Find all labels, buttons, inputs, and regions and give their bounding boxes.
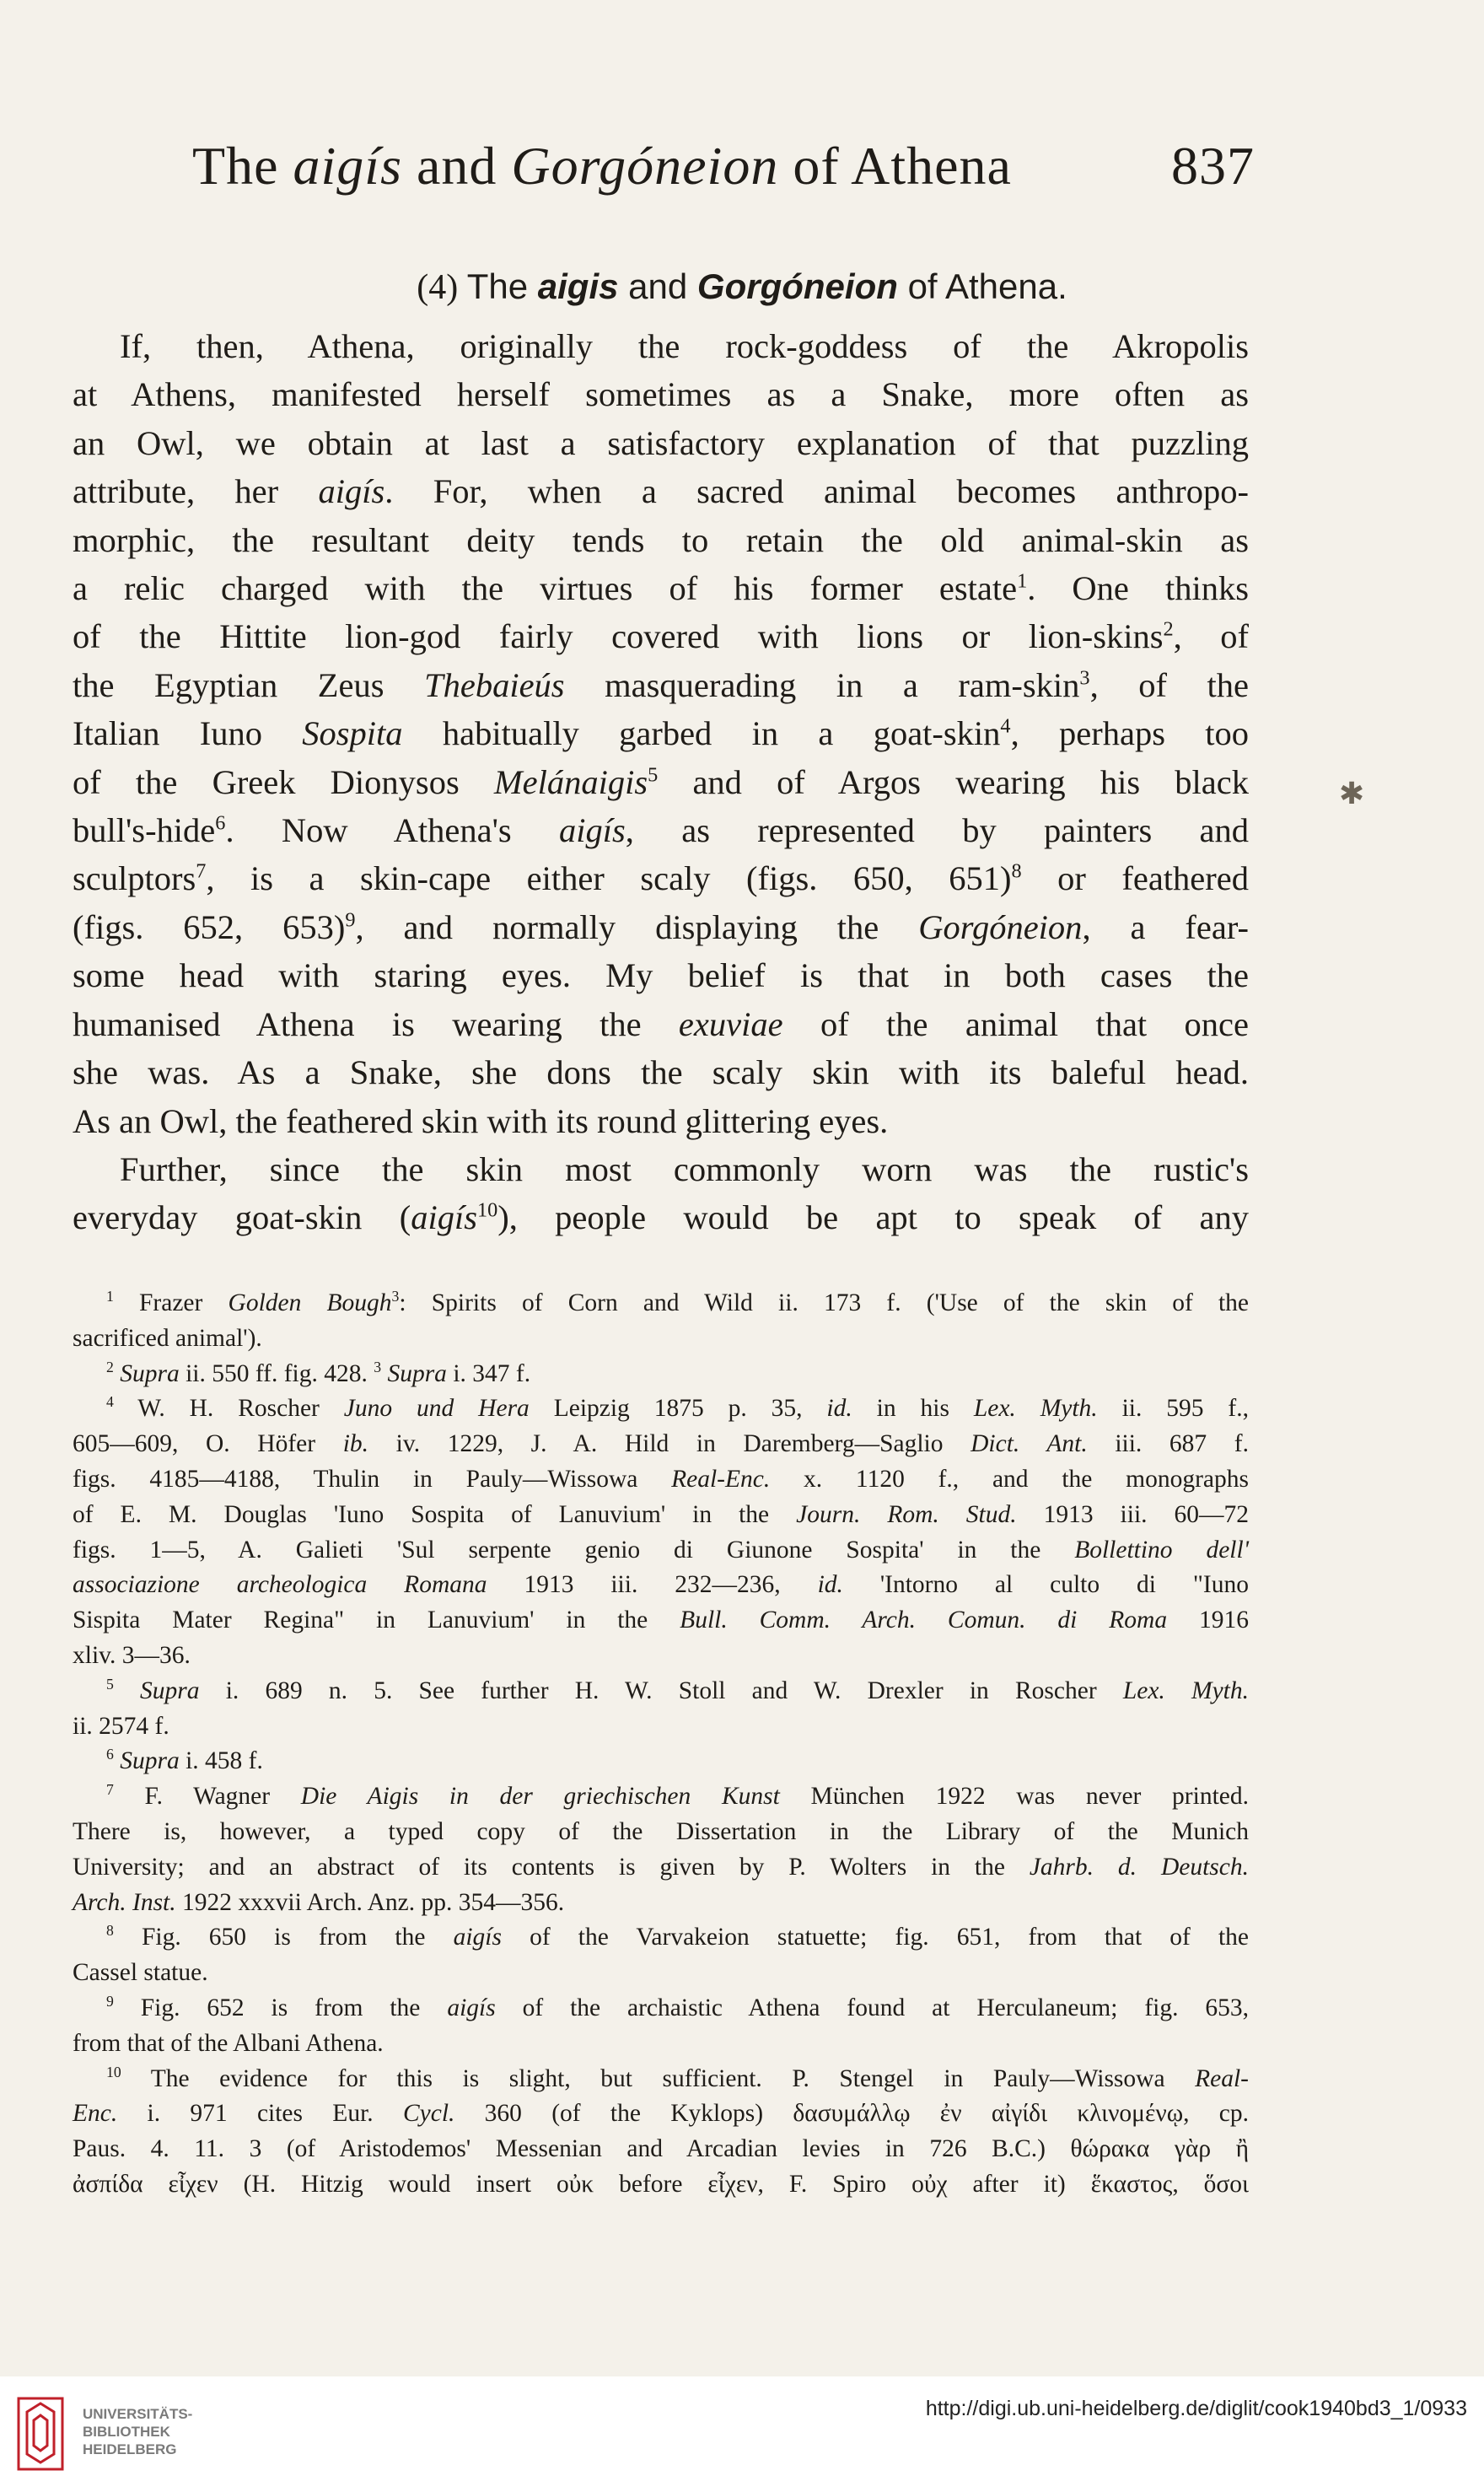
footnote-line: associazione archeologica Romana 1913 iii. 232—236, id. 'Intorno al culto di "Iuno [73, 1571, 1250, 1599]
text-line: Further, since the skin most commonly worn was the rustic's [120, 1149, 1249, 1188]
library-logo-icon [15, 2395, 66, 2473]
footnote-line: figs. 4185—4188, Thulin in Pauly—Wissowa Real-Enc. x. 1120 f., and the monographs [73, 1465, 1249, 1493]
footnote-line: University; and an abstract of its contents is given by P. Wolters in the Jahrb. d. Deutsch. [73, 1853, 1249, 1881]
footnote-line: 605—609, O. Höfer ib. iv. 1229, J. A. Hild in Daremberg—Saglio Dict. Ant. iii. 687 f. [73, 1430, 1249, 1458]
footnote-line: $^2$ Supra ii. 550 ff. fig. 428. $^3$ Supra i. 347 f. [106, 1358, 531, 1387]
footnote-line: figs. 1—5, A. Galieti 'Sul serpente genio di Giunone Sospita' in the Bollettino dell' [73, 1536, 1249, 1564]
text-line: everyday goat-skin (aigís$^{10}$), people would be apt to speak of any [73, 1198, 1249, 1237]
footnote-line: ἀσπίδα εἶχεν (H. Hitzig would insert οὐκ before εἶχεν, F. Spiro οὐχ after it) ἕκαστος, ὅσοι [73, 2170, 1249, 2198]
text-line: If, then, Athena, originally the rock-goddess of the Akropolis [120, 327, 1249, 365]
body-text [73, 322, 1249, 1242]
footnote-line: of E. M. Douglas 'Iuno Sospita of Lanuvium' in the Journ. Rom. Stud. 1913 iii. 60—72 [73, 1500, 1249, 1528]
text-line: sculptors$^7$, is a skin-cape either scaly (figs. 650, 651)$^8$ or feathered [73, 859, 1249, 898]
footnote-line: $^4$ W. H. Roscher Juno und Hera Leipzig 1875 p. 35, id. in his Lex. Myth. ii. 595 f., [106, 1393, 1249, 1423]
footnote-line: There is, however, a typed copy of the Dissertation in the Library of the Munich [73, 1817, 1249, 1845]
footnote-line: from that of the Albani Athena. [73, 2029, 384, 2057]
footnote-line: Cassel statue. [73, 1959, 208, 1987]
text-line: morphic, the resultant deity tends to retain the old animal-skin as [73, 520, 1249, 559]
footnote-line: $^6$ Supra i. 458 f. [106, 1746, 263, 1775]
text-line: bull's-hide$^6$. Now Athena's aigís, as represented by painters and [73, 811, 1249, 850]
page-number: 837 [1171, 136, 1255, 196]
text-line: at Athens, manifested herself sometimes as a Snake, more often as [73, 375, 1249, 414]
text-line: humanised Athena is wearing the exuviae of the animal that once [73, 1004, 1249, 1043]
text-line: Italian Iuno Sospita habitually garbed in a goat-skin$^4$, perhaps too [73, 714, 1250, 753]
text-line: (figs. 652, 653)$^9$, and normally displaying the Gorgóneion, a fear- [73, 907, 1250, 946]
margin-annotation-mark: ✱ [1339, 777, 1365, 810]
footnote-line: Paus. 4. 11. 3 (of Aristodemos' Messenian and Arcadian levies in 726 B.C.) θώρακα γὰρ ἢ [73, 2135, 1249, 2163]
footnote-line: $^7$ F. Wagner Die Aigis in der griechischen Kunst München 1922 was never printed. [106, 1781, 1249, 1811]
footnote-line: Arch. Inst. 1922 xxxvii Arch. Anz. pp. 354—356. [73, 1888, 565, 1916]
footnote-line: $^{10}$ The evidence for this is slight, but sufficient. P. Stengel in Pauly—Wissowa Real- [106, 2063, 1249, 2092]
footnotes [73, 1286, 1249, 2203]
footnote-line: xliv. 3—36. [73, 1641, 191, 1669]
footnote-line: sacrificed animal'). [73, 1324, 262, 1352]
library-name: UNIVERSITÄTS- BIBLIOTHEK HEIDELBERG [83, 2406, 193, 2457]
section-heading: (4) The aigis and Gorgóneion of Athena. [417, 266, 1067, 307]
text-line: the Egyptian Zeus Thebaieús masquerading in a ram-skin$^3$, of the [73, 665, 1249, 704]
text-line: attribute, her aigís. For, when a sacred animal becomes anthropo- [73, 472, 1249, 511]
text-line: of the Hittite lion-god fairly covered with lions or lion-skins$^2$, of [73, 617, 1249, 656]
running-head [192, 135, 1255, 197]
source-url-link[interactable]: http://digi.ub.uni-heidelberg.de/diglit/cook1940bd3_1/0933 [925, 2397, 1467, 2420]
text-line: As an Owl, the feathered skin with its round glittering eyes. [73, 1101, 889, 1140]
footnote-line: Sispita Mater Regina" in Lanuvium' in the Bull. Comm. Arch. Comun. di Roma 1916 [73, 1607, 1249, 1634]
footnote-line: $^8$ Fig. 650 is from the aigís of the Varvakeion statuette; fig. 651, from that of the [106, 1922, 1249, 1951]
running-title: The aigís and Gorgóneion of Athena [192, 136, 1012, 196]
footnote-line: $^9$ Fig. 652 is from the aigís of the archaistic Athena found at Herculaneum; fig. 653, [106, 1993, 1249, 2021]
footnote-line: $^1$ Frazer Golden Bough$^3$: Spirits of Corn and Wild ii. 173 f. ('Use of the skin of the [106, 1288, 1249, 1316]
text-line: an Owl, we obtain at last a satisfactory explanation of that puzzling [73, 423, 1249, 462]
text-line: she was. As a Snake, she dons the scaly skin with its baleful head. [73, 1053, 1249, 1092]
text-line: of the Greek Dionysos Melánaigis$^5$ and of Argos wearing his black [73, 762, 1249, 801]
text-line: a relic charged with the virtues of his former estate$^1$. One thinks [73, 569, 1249, 608]
footnote-line: ii. 2574 f. [73, 1712, 169, 1740]
digitization-footer [0, 2376, 1484, 2492]
footnote-line: $^5$ Supra i. 689 n. 5. See further H. W. Stoll and W. Drexler in Roscher Lex. Myth. [106, 1675, 1249, 1704]
text-line: some head with staring eyes. My belief is that in both cases the [73, 956, 1249, 995]
footnote-line: Enc. i. 971 cites Eur. Cycl. 360 (of the Kyklops) δασυμάλλῳ ἐν αἰγίδι κλινομένῳ, cp. [73, 2100, 1249, 2128]
